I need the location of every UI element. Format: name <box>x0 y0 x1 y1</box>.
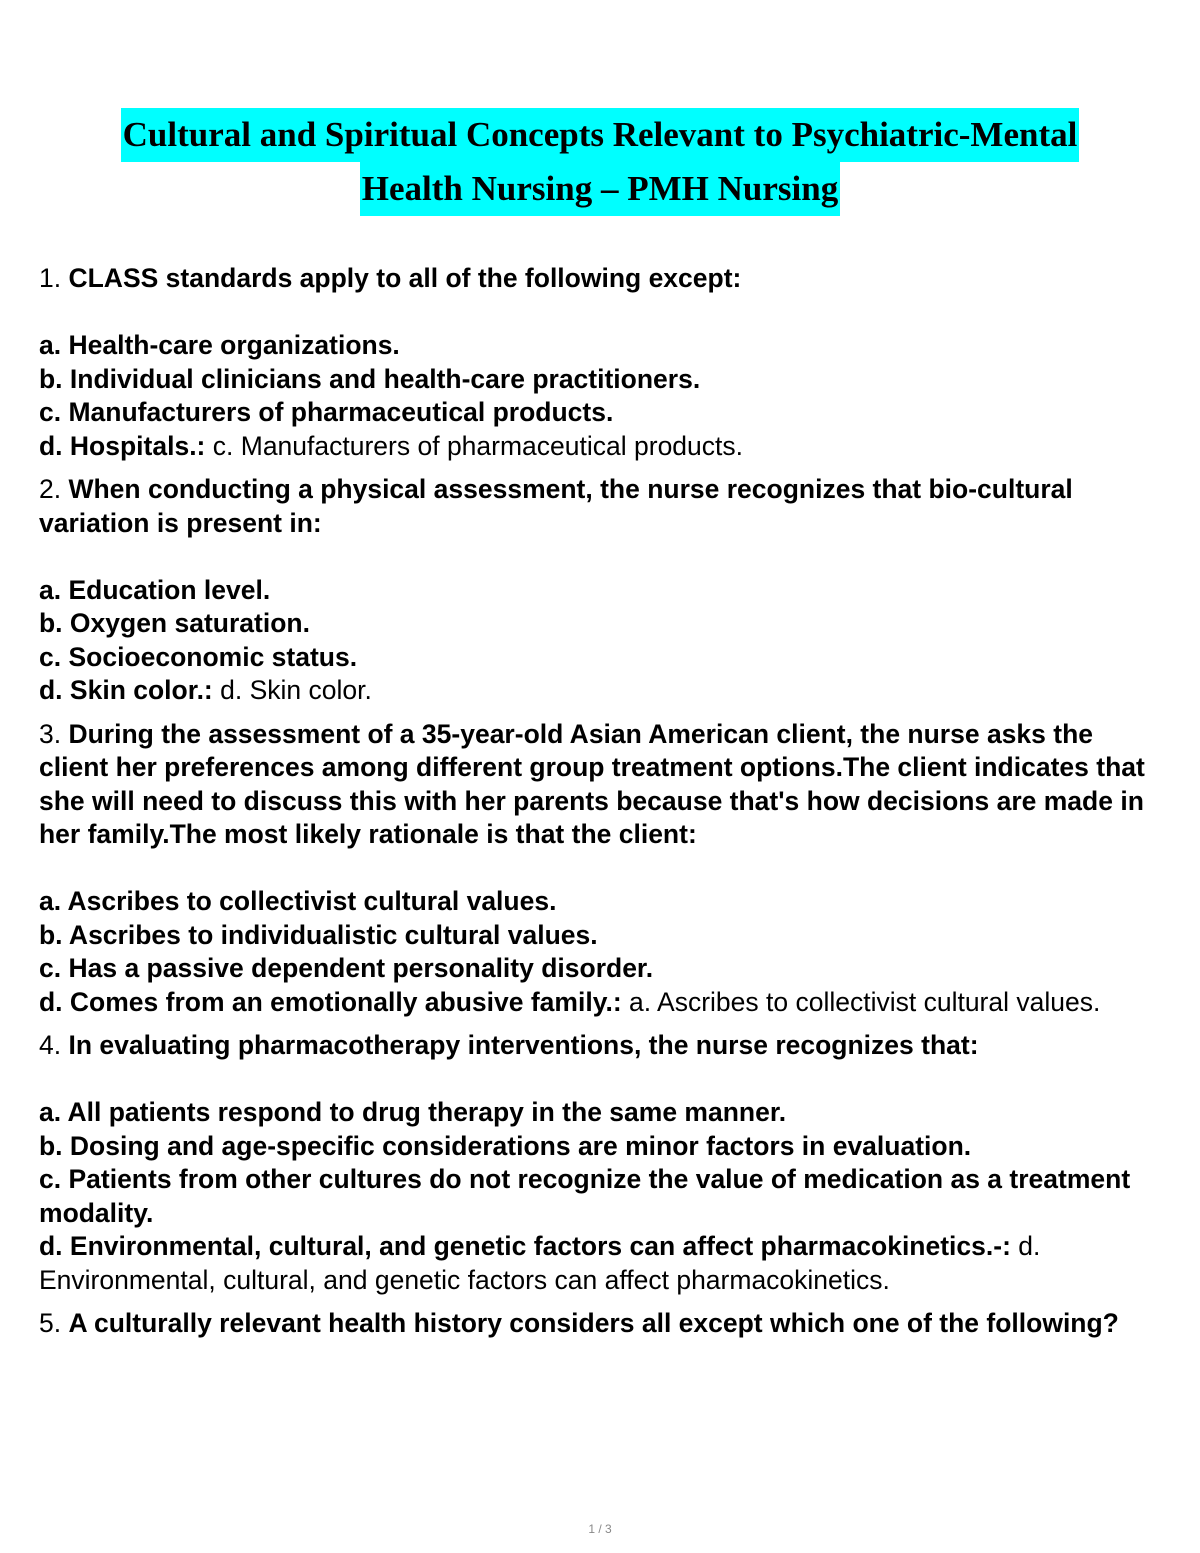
answer-text: a. Ascribes to collectivist cultural values. <box>629 986 1101 1017</box>
question-stem <box>39 718 1169 852</box>
option-b: b. Dosing and age-specific considerations are minor factors in evaluation. <box>39 1130 972 1161</box>
answer-text: d. Skin color. <box>220 675 372 705</box>
question-stem <box>39 262 1169 296</box>
document-title <box>0 108 1200 216</box>
option-c: c. Socioeconomic status. <box>39 641 358 672</box>
answer-text: c. Manufacturers of pharmaceutical products. <box>212 430 744 461</box>
question-text: In evaluating pharmacotherapy interventions, the nurse recognizes that: <box>68 1030 979 1060</box>
option-a: a. All patients respond to drug therapy in the same manner. <box>39 1097 787 1127</box>
question-text: A culturally relevant health history considers all except which one of the following? <box>68 1308 1119 1338</box>
option-d: d. Comes from an emotionally abusive family.: a. Ascribes to collectivist cultural values. <box>39 986 1101 1017</box>
question-number: 4. <box>39 1030 62 1060</box>
question-text: When conducting a physical assessment, the nurse recognizes that bio-cultural variation is present in: <box>39 474 1073 538</box>
question-stem <box>39 1307 1169 1341</box>
question-3 <box>39 718 1169 1020</box>
option-b: b. Oxygen saturation. <box>39 608 310 638</box>
title-line-1: Cultural and Spiritual Concepts Relevant to Psychiatric-Mental <box>121 108 1080 162</box>
option-d: d. Skin color.: d. Skin color. <box>39 675 372 705</box>
option-a: a. Health-care organizations. <box>39 330 400 360</box>
question-5 <box>39 1307 1169 1341</box>
option-a: a. Education level. <box>39 574 271 605</box>
question-number: 3. <box>39 718 62 749</box>
option-c: c. Manufacturers of pharmaceutical products. <box>39 397 614 427</box>
page-indicator: 1 / 3 <box>588 1522 612 1536</box>
question-text: CLASS standards apply to all of the following except: <box>68 263 742 293</box>
title-line-2: Health Nursing – PMH Nursing <box>360 162 840 216</box>
answer-text: d. Environmental, cultural, and genetic factors can affect pharmacokinetics. <box>39 1231 1041 1295</box>
question-stem <box>39 473 1169 540</box>
question-number: 2. <box>39 474 62 504</box>
question-number: 1. <box>39 263 62 293</box>
option-d: d. Hospitals.: c. Manufacturers of pharmaceutical products. <box>39 430 744 461</box>
option-a: a. Ascribes to collectivist cultural values. <box>39 886 557 916</box>
option-b: b. Ascribes to individualistic cultural values. <box>39 919 598 950</box>
question-stem <box>39 1029 1169 1063</box>
question-text: During the assessment of a 35-year-old Asian American client, the nurse asks the client her preferences among different group treatment options.The client indicates that she will need to discuss this with her parents because that's how decisions are made in her family.The most likely rationale is that the client: <box>39 718 1145 849</box>
question-list <box>39 262 1169 1351</box>
option-d: d. Environmental, cultural, and genetic factors can affect pharmacokinetics.-: d. Environmental, cultural, and genetic factors can affect pharmacokinetics. <box>39 1231 1041 1295</box>
question-4 <box>39 1029 1169 1297</box>
question-number: 5. <box>39 1308 62 1338</box>
question-1 <box>39 262 1169 463</box>
option-c: c. Patients from other cultures do not recognize the value of medication as a treatment modality. <box>39 1164 1131 1228</box>
option-b: b. Individual clinicians and health-care practitioners. <box>39 363 701 394</box>
question-2 <box>39 473 1169 708</box>
option-c: c. Has a passive dependent personality disorder. <box>39 953 654 983</box>
